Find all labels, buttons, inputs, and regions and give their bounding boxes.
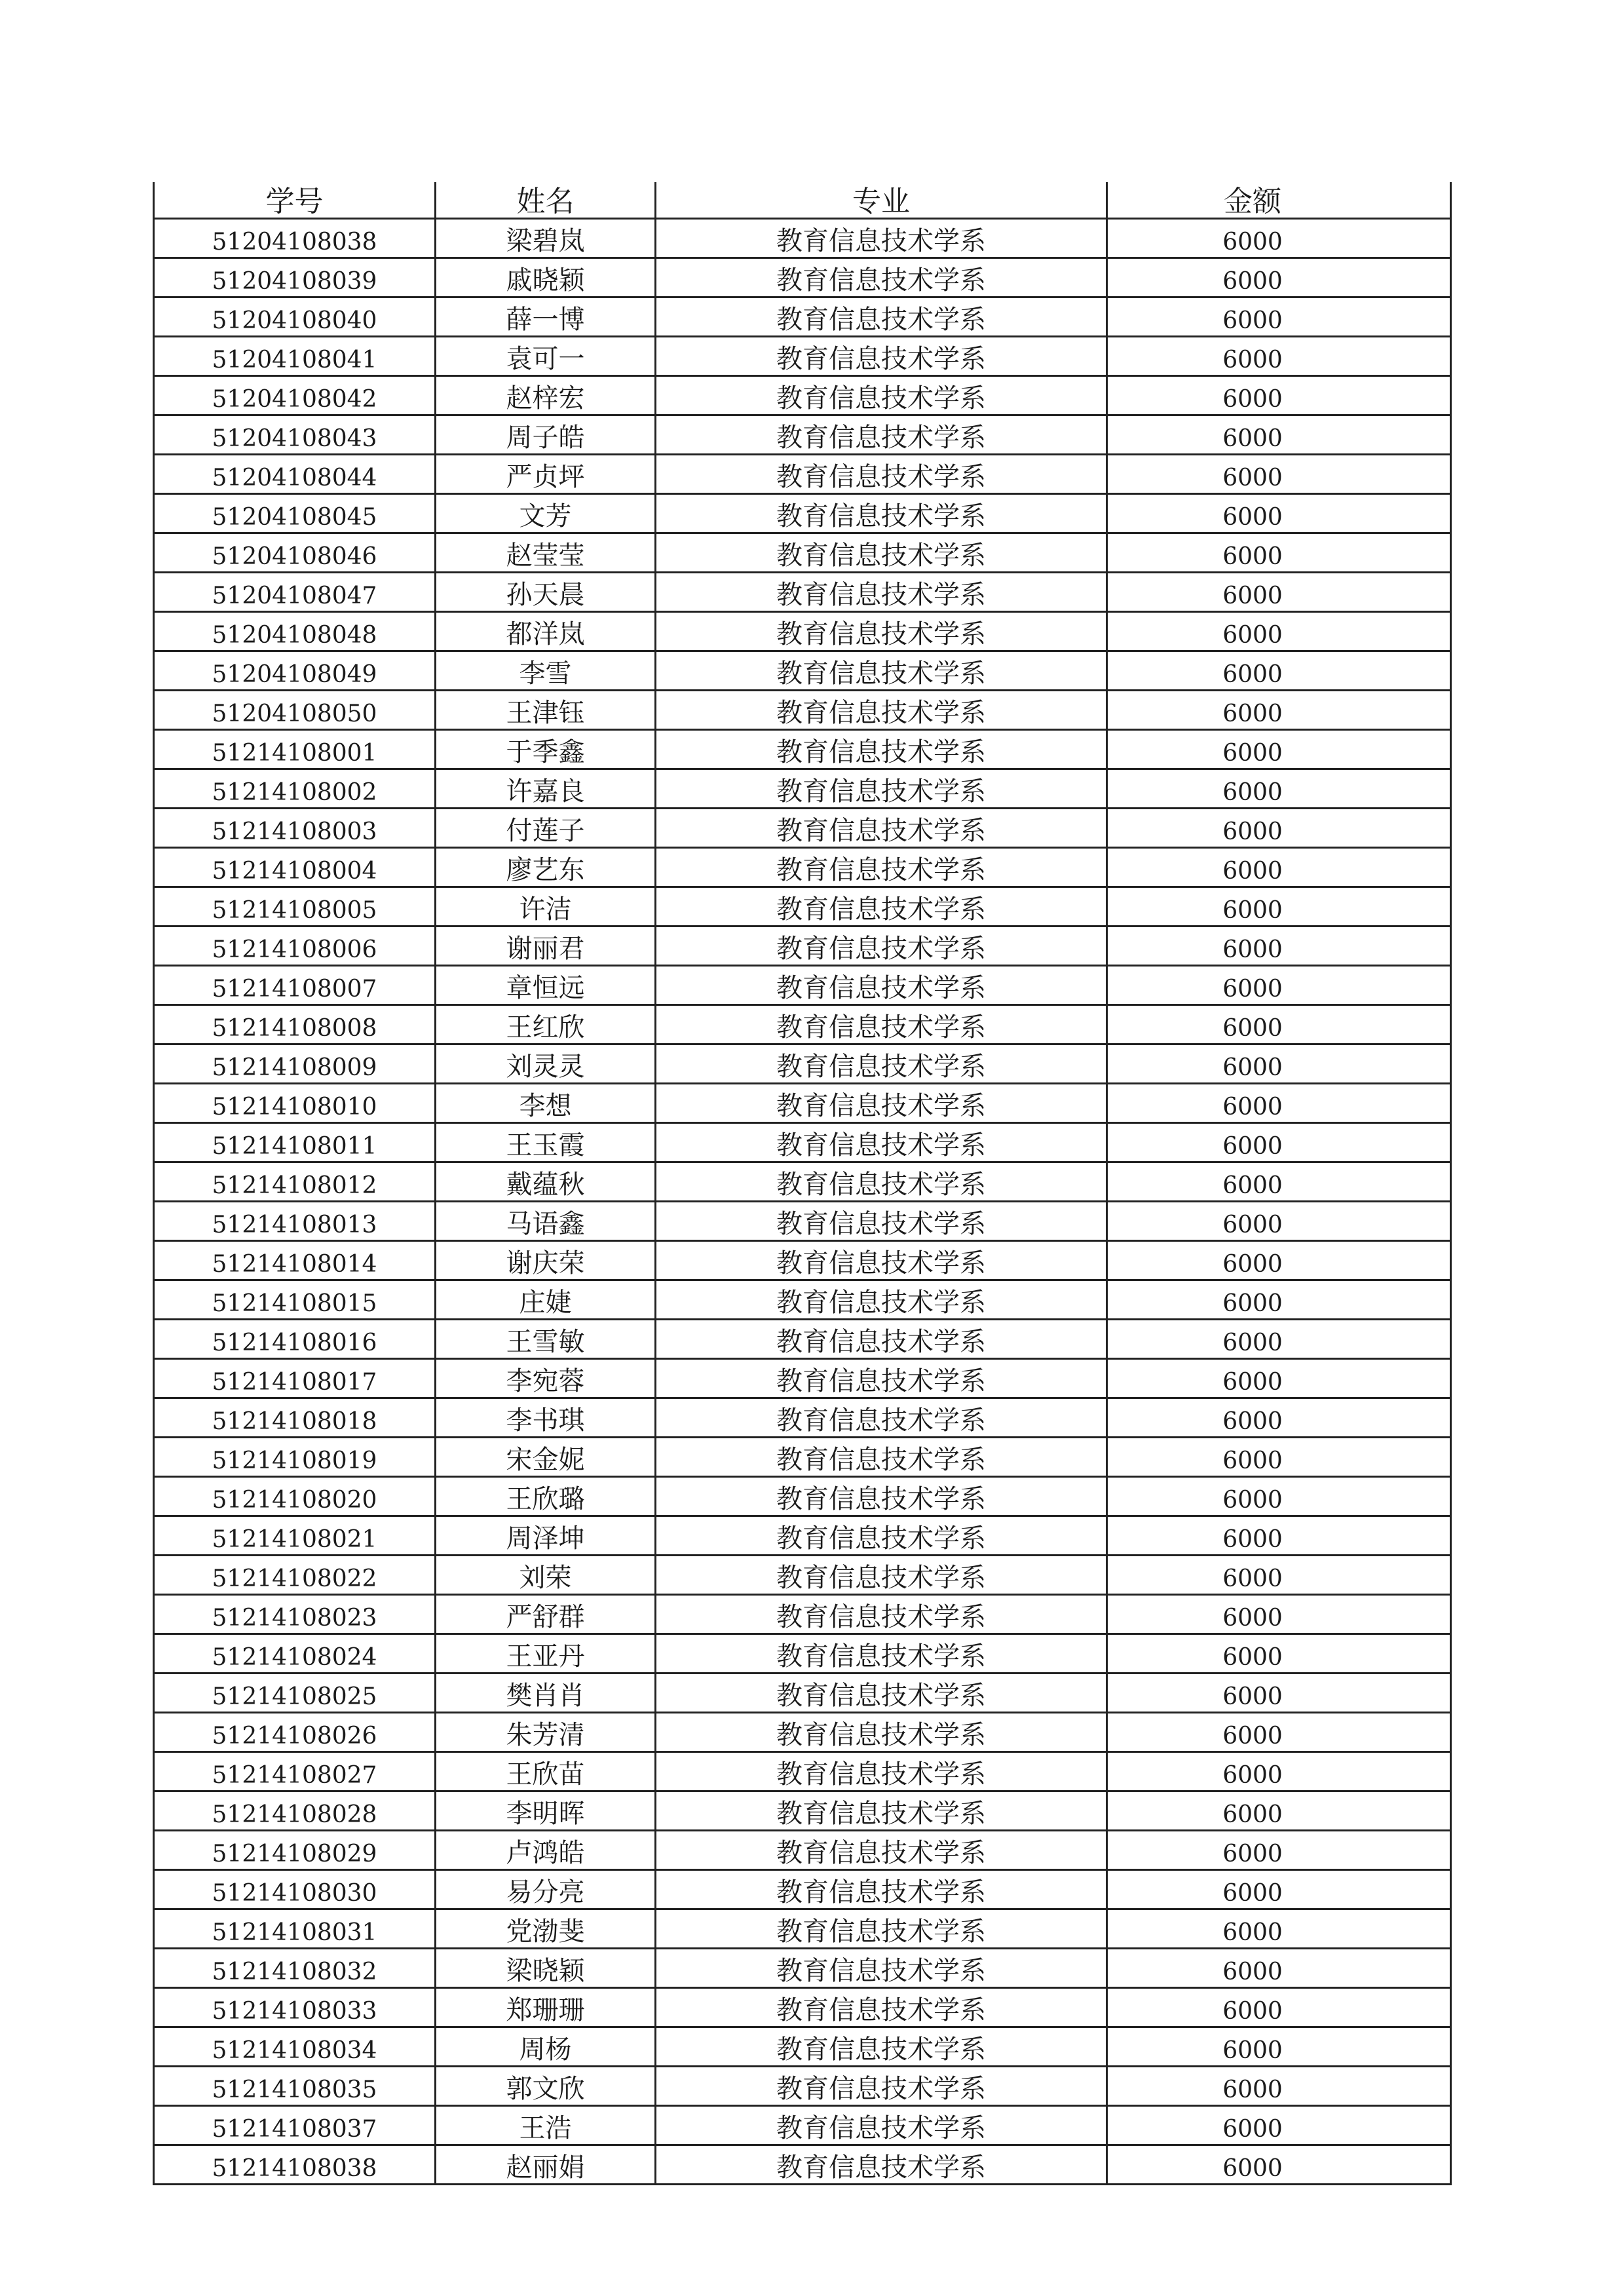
student-id-cell: 51214108008	[154, 1005, 436, 1044]
table-row	[154, 1005, 1451, 1044]
major-cell: 教育信息技术学系	[656, 297, 1107, 337]
amount-cell: 6000	[1107, 1595, 1451, 1634]
student-id-cell: 51214108006	[154, 927, 436, 966]
major-cell: 教育信息技术学系	[656, 1359, 1107, 1398]
major-cell: 教育信息技术学系	[656, 887, 1107, 927]
student-name-cell: 许洁	[436, 887, 656, 927]
student-id-cell: 51214108011	[154, 1123, 436, 1162]
major-cell: 教育信息技术学系	[656, 376, 1107, 415]
major-cell: 教育信息技术学系	[656, 1516, 1107, 1556]
student-name-cell: 严舒群	[436, 1595, 656, 1634]
amount-cell: 6000	[1107, 2145, 1451, 2185]
table-row	[154, 1949, 1451, 1988]
major-cell: 教育信息技术学系	[656, 1831, 1107, 1870]
table-row	[154, 927, 1451, 966]
amount-cell: 6000	[1107, 1674, 1451, 1713]
student-id-cell: 51214108018	[154, 1398, 436, 1438]
student-id-cell: 51204108041	[154, 337, 436, 376]
student-name-cell: 李宛蓉	[436, 1359, 656, 1398]
amount-cell: 6000	[1107, 966, 1451, 1005]
major-cell: 教育信息技术学系	[656, 1241, 1107, 1280]
table-row	[154, 1438, 1451, 1477]
header-row	[154, 182, 1451, 219]
header-major: 专业	[656, 182, 1107, 219]
student-id-cell: 51214108028	[154, 1791, 436, 1831]
major-cell: 教育信息技术学系	[656, 1398, 1107, 1438]
student-name-cell: 赵梓宏	[436, 376, 656, 415]
student-name-cell: 戚晓颖	[436, 258, 656, 297]
student-name-cell: 王欣苗	[436, 1752, 656, 1791]
student-name-cell: 樊肖肖	[436, 1674, 656, 1713]
student-name-cell: 付莲子	[436, 809, 656, 848]
table-row	[154, 1634, 1451, 1674]
student-name-cell: 梁晓颖	[436, 1949, 656, 1988]
amount-cell: 6000	[1107, 887, 1451, 927]
table-row	[154, 1280, 1451, 1320]
major-cell: 教育信息技术学系	[656, 1634, 1107, 1674]
student-id-cell: 51214108012	[154, 1162, 436, 1202]
student-id-cell: 51204108045	[154, 494, 436, 533]
table-row	[154, 337, 1451, 376]
table-row	[154, 1162, 1451, 1202]
amount-cell: 6000	[1107, 1280, 1451, 1320]
table-row	[154, 415, 1451, 455]
major-cell: 教育信息技术学系	[656, 1123, 1107, 1162]
major-cell: 教育信息技术学系	[656, 1556, 1107, 1595]
amount-cell: 6000	[1107, 1870, 1451, 1909]
student-id-cell: 51214108001	[154, 730, 436, 769]
amount-cell: 6000	[1107, 219, 1451, 258]
student-name-cell: 王浩	[436, 2106, 656, 2145]
table-row	[154, 966, 1451, 1005]
amount-cell: 6000	[1107, 1477, 1451, 1516]
amount-cell: 6000	[1107, 1202, 1451, 1241]
major-cell: 教育信息技术学系	[656, 573, 1107, 612]
amount-cell: 6000	[1107, 1438, 1451, 1477]
student-name-cell: 赵莹莹	[436, 533, 656, 573]
amount-cell: 6000	[1107, 769, 1451, 809]
student-id-cell: 51214108009	[154, 1044, 436, 1084]
table-row	[154, 1241, 1451, 1280]
table-row	[154, 691, 1451, 730]
student-id-cell: 51214108022	[154, 1556, 436, 1595]
header-amount: 金额	[1107, 182, 1451, 219]
table-row	[154, 1791, 1451, 1831]
student-id-cell: 51214108004	[154, 848, 436, 887]
table-row	[154, 1556, 1451, 1595]
student-name-cell: 许嘉良	[436, 769, 656, 809]
student-name-cell: 孙天晨	[436, 573, 656, 612]
amount-cell: 6000	[1107, 1044, 1451, 1084]
student-id-cell: 51214108037	[154, 2106, 436, 2145]
student-name-cell: 薛一博	[436, 297, 656, 337]
student-name-cell: 赵丽娟	[436, 2145, 656, 2185]
table-row	[154, 651, 1451, 691]
major-cell: 教育信息技术学系	[656, 1909, 1107, 1949]
amount-cell: 6000	[1107, 809, 1451, 848]
student-id-cell: 51214108024	[154, 1634, 436, 1674]
major-cell: 教育信息技术学系	[656, 415, 1107, 455]
amount-cell: 6000	[1107, 1556, 1451, 1595]
major-cell: 教育信息技术学系	[656, 927, 1107, 966]
student-name-cell: 戴蕴秋	[436, 1162, 656, 1202]
student-id-cell: 51214108020	[154, 1477, 436, 1516]
table-row	[154, 2106, 1451, 2145]
major-cell: 教育信息技术学系	[656, 219, 1107, 258]
student-name-cell: 党渤斐	[436, 1909, 656, 1949]
major-cell: 教育信息技术学系	[656, 1949, 1107, 1988]
amount-cell: 6000	[1107, 297, 1451, 337]
student-name-cell: 章恒远	[436, 966, 656, 1005]
amount-cell: 6000	[1107, 2027, 1451, 2067]
student-name-cell: 于季鑫	[436, 730, 656, 769]
student-id-cell: 51214108005	[154, 887, 436, 927]
amount-cell: 6000	[1107, 533, 1451, 573]
amount-cell: 6000	[1107, 1359, 1451, 1398]
student-name-cell: 周杨	[436, 2027, 656, 2067]
table-row	[154, 1988, 1451, 2027]
table-row	[154, 533, 1451, 573]
amount-cell: 6000	[1107, 612, 1451, 651]
amount-cell: 6000	[1107, 1752, 1451, 1791]
table-row	[154, 455, 1451, 494]
table-row	[154, 887, 1451, 927]
table-row	[154, 1595, 1451, 1634]
table-row	[154, 1202, 1451, 1241]
table-row	[154, 1320, 1451, 1359]
major-cell: 教育信息技术学系	[656, 1202, 1107, 1241]
student-id-cell: 51214108013	[154, 1202, 436, 1241]
table-header	[154, 182, 1451, 219]
student-name-cell: 王红欣	[436, 1005, 656, 1044]
table-row	[154, 1359, 1451, 1398]
student-name-cell: 马语鑫	[436, 1202, 656, 1241]
table-row	[154, 612, 1451, 651]
student-id-cell: 51214108015	[154, 1280, 436, 1320]
student-name-cell: 廖艺东	[436, 848, 656, 887]
amount-cell: 6000	[1107, 376, 1451, 415]
student-name-cell: 李明晖	[436, 1791, 656, 1831]
amount-cell: 6000	[1107, 1791, 1451, 1831]
table-row	[154, 494, 1451, 533]
student-name-cell: 郑珊珊	[436, 1988, 656, 2027]
student-id-cell: 51214108033	[154, 1988, 436, 2027]
student-id-cell: 51214108002	[154, 769, 436, 809]
student-name-cell: 刘荣	[436, 1556, 656, 1595]
major-cell: 教育信息技术学系	[656, 1438, 1107, 1477]
major-cell: 教育信息技术学系	[656, 1870, 1107, 1909]
amount-cell: 6000	[1107, 1084, 1451, 1123]
amount-cell: 6000	[1107, 2067, 1451, 2106]
student-id-cell: 51214108010	[154, 1084, 436, 1123]
roster-table	[153, 182, 1452, 2185]
table-row	[154, 848, 1451, 887]
student-name-cell: 王津钰	[436, 691, 656, 730]
amount-cell: 6000	[1107, 730, 1451, 769]
amount-cell: 6000	[1107, 1320, 1451, 1359]
major-cell: 教育信息技术学系	[656, 1162, 1107, 1202]
major-cell: 教育信息技术学系	[656, 455, 1107, 494]
major-cell: 教育信息技术学系	[656, 651, 1107, 691]
amount-cell: 6000	[1107, 1162, 1451, 1202]
major-cell: 教育信息技术学系	[656, 2106, 1107, 2145]
header-name: 姓名	[436, 182, 656, 219]
table-row	[154, 1477, 1451, 1516]
scholarship-roster-sheet	[153, 182, 1450, 2185]
table-row	[154, 2067, 1451, 2106]
student-id-cell: 51214108017	[154, 1359, 436, 1398]
table-row	[154, 1674, 1451, 1713]
table-row	[154, 376, 1451, 415]
amount-cell: 6000	[1107, 258, 1451, 297]
major-cell: 教育信息技术学系	[656, 1713, 1107, 1752]
student-name-cell: 周子皓	[436, 415, 656, 455]
amount-cell: 6000	[1107, 1988, 1451, 2027]
amount-cell: 6000	[1107, 1831, 1451, 1870]
student-id-cell: 51204108049	[154, 651, 436, 691]
student-id-cell: 51204108048	[154, 612, 436, 651]
major-cell: 教育信息技术学系	[656, 494, 1107, 533]
amount-cell: 6000	[1107, 1909, 1451, 1949]
table-row	[154, 1909, 1451, 1949]
student-id-cell: 51214108026	[154, 1713, 436, 1752]
amount-cell: 6000	[1107, 848, 1451, 887]
amount-cell: 6000	[1107, 1123, 1451, 1162]
student-name-cell: 严贞坪	[436, 455, 656, 494]
student-name-cell: 王玉霞	[436, 1123, 656, 1162]
student-name-cell: 朱芳清	[436, 1713, 656, 1752]
student-id-cell: 51214108019	[154, 1438, 436, 1477]
student-id-cell: 51214108029	[154, 1831, 436, 1870]
table-row	[154, 730, 1451, 769]
table-row	[154, 258, 1451, 297]
student-name-cell: 李书琪	[436, 1398, 656, 1438]
student-id-cell: 51214108014	[154, 1241, 436, 1280]
amount-cell: 6000	[1107, 2106, 1451, 2145]
table-row	[154, 1831, 1451, 1870]
major-cell: 教育信息技术学系	[656, 533, 1107, 573]
major-cell: 教育信息技术学系	[656, 1477, 1107, 1516]
student-id-cell: 51204108047	[154, 573, 436, 612]
student-id-cell: 51204108042	[154, 376, 436, 415]
major-cell: 教育信息技术学系	[656, 848, 1107, 887]
amount-cell: 6000	[1107, 337, 1451, 376]
major-cell: 教育信息技术学系	[656, 2145, 1107, 2185]
table-row	[154, 573, 1451, 612]
student-name-cell: 卢鸿皓	[436, 1831, 656, 1870]
table-row	[154, 2027, 1451, 2067]
student-name-cell: 谢丽君	[436, 927, 656, 966]
student-id-cell: 51214108007	[154, 966, 436, 1005]
student-id-cell: 51214108021	[154, 1516, 436, 1556]
major-cell: 教育信息技术学系	[656, 258, 1107, 297]
major-cell: 教育信息技术学系	[656, 1044, 1107, 1084]
major-cell: 教育信息技术学系	[656, 809, 1107, 848]
table-row	[154, 1516, 1451, 1556]
student-id-cell: 51214108030	[154, 1870, 436, 1909]
student-id-cell: 51204108044	[154, 455, 436, 494]
major-cell: 教育信息技术学系	[656, 1674, 1107, 1713]
student-id-cell: 51204108050	[154, 691, 436, 730]
amount-cell: 6000	[1107, 1516, 1451, 1556]
major-cell: 教育信息技术学系	[656, 691, 1107, 730]
major-cell: 教育信息技术学系	[656, 1791, 1107, 1831]
student-id-cell: 51214108035	[154, 2067, 436, 2106]
major-cell: 教育信息技术学系	[656, 966, 1107, 1005]
table-row	[154, 2145, 1451, 2185]
major-cell: 教育信息技术学系	[656, 1988, 1107, 2027]
student-name-cell: 袁可一	[436, 337, 656, 376]
table-row	[154, 1752, 1451, 1791]
student-name-cell: 谢庆荣	[436, 1241, 656, 1280]
major-cell: 教育信息技术学系	[656, 1752, 1107, 1791]
table-row	[154, 1084, 1451, 1123]
table-row	[154, 1870, 1451, 1909]
student-id-cell: 51214108003	[154, 809, 436, 848]
table-row	[154, 297, 1451, 337]
amount-cell: 6000	[1107, 415, 1451, 455]
amount-cell: 6000	[1107, 651, 1451, 691]
amount-cell: 6000	[1107, 1949, 1451, 1988]
student-id-cell: 51204108038	[154, 219, 436, 258]
student-id-cell: 51214108031	[154, 1909, 436, 1949]
major-cell: 教育信息技术学系	[656, 1320, 1107, 1359]
major-cell: 教育信息技术学系	[656, 337, 1107, 376]
student-name-cell: 宋金妮	[436, 1438, 656, 1477]
student-name-cell: 王雪敏	[436, 1320, 656, 1359]
student-name-cell: 周泽坤	[436, 1516, 656, 1556]
major-cell: 教育信息技术学系	[656, 612, 1107, 651]
student-name-cell: 王欣璐	[436, 1477, 656, 1516]
student-id-cell: 51214108032	[154, 1949, 436, 1988]
student-name-cell: 庄婕	[436, 1280, 656, 1320]
student-name-cell: 文芳	[436, 494, 656, 533]
student-name-cell: 李雪	[436, 651, 656, 691]
table-body	[154, 219, 1451, 2185]
amount-cell: 6000	[1107, 1713, 1451, 1752]
student-id-cell: 51214108025	[154, 1674, 436, 1713]
student-id-cell: 51204108043	[154, 415, 436, 455]
table-row	[154, 1123, 1451, 1162]
table-row	[154, 1398, 1451, 1438]
major-cell: 教育信息技术学系	[656, 1595, 1107, 1634]
amount-cell: 6000	[1107, 573, 1451, 612]
major-cell: 教育信息技术学系	[656, 2067, 1107, 2106]
student-id-cell: 51204108040	[154, 297, 436, 337]
major-cell: 教育信息技术学系	[656, 2027, 1107, 2067]
amount-cell: 6000	[1107, 1398, 1451, 1438]
table-row	[154, 809, 1451, 848]
major-cell: 教育信息技术学系	[656, 1084, 1107, 1123]
amount-cell: 6000	[1107, 1634, 1451, 1674]
student-id-cell: 51204108046	[154, 533, 436, 573]
major-cell: 教育信息技术学系	[656, 769, 1107, 809]
student-id-cell: 51214108034	[154, 2027, 436, 2067]
student-id-cell: 51214108038	[154, 2145, 436, 2185]
table-row	[154, 769, 1451, 809]
major-cell: 教育信息技术学系	[656, 1280, 1107, 1320]
student-name-cell: 梁碧岚	[436, 219, 656, 258]
student-id-cell: 51214108016	[154, 1320, 436, 1359]
student-id-cell: 51214108023	[154, 1595, 436, 1634]
student-id-cell: 51214108027	[154, 1752, 436, 1791]
student-name-cell: 刘灵灵	[436, 1044, 656, 1084]
student-id-cell: 51204108039	[154, 258, 436, 297]
amount-cell: 6000	[1107, 1241, 1451, 1280]
major-cell: 教育信息技术学系	[656, 730, 1107, 769]
amount-cell: 6000	[1107, 927, 1451, 966]
student-name-cell: 易分亮	[436, 1870, 656, 1909]
student-name-cell: 都洋岚	[436, 612, 656, 651]
major-cell: 教育信息技术学系	[656, 1005, 1107, 1044]
amount-cell: 6000	[1107, 691, 1451, 730]
amount-cell: 6000	[1107, 494, 1451, 533]
student-name-cell: 李想	[436, 1084, 656, 1123]
amount-cell: 6000	[1107, 1005, 1451, 1044]
table-row	[154, 1044, 1451, 1084]
student-name-cell: 王亚丹	[436, 1634, 656, 1674]
table-row	[154, 1713, 1451, 1752]
student-name-cell: 郭文欣	[436, 2067, 656, 2106]
amount-cell: 6000	[1107, 455, 1451, 494]
table-row	[154, 219, 1451, 258]
header-student-id: 学号	[154, 182, 436, 219]
